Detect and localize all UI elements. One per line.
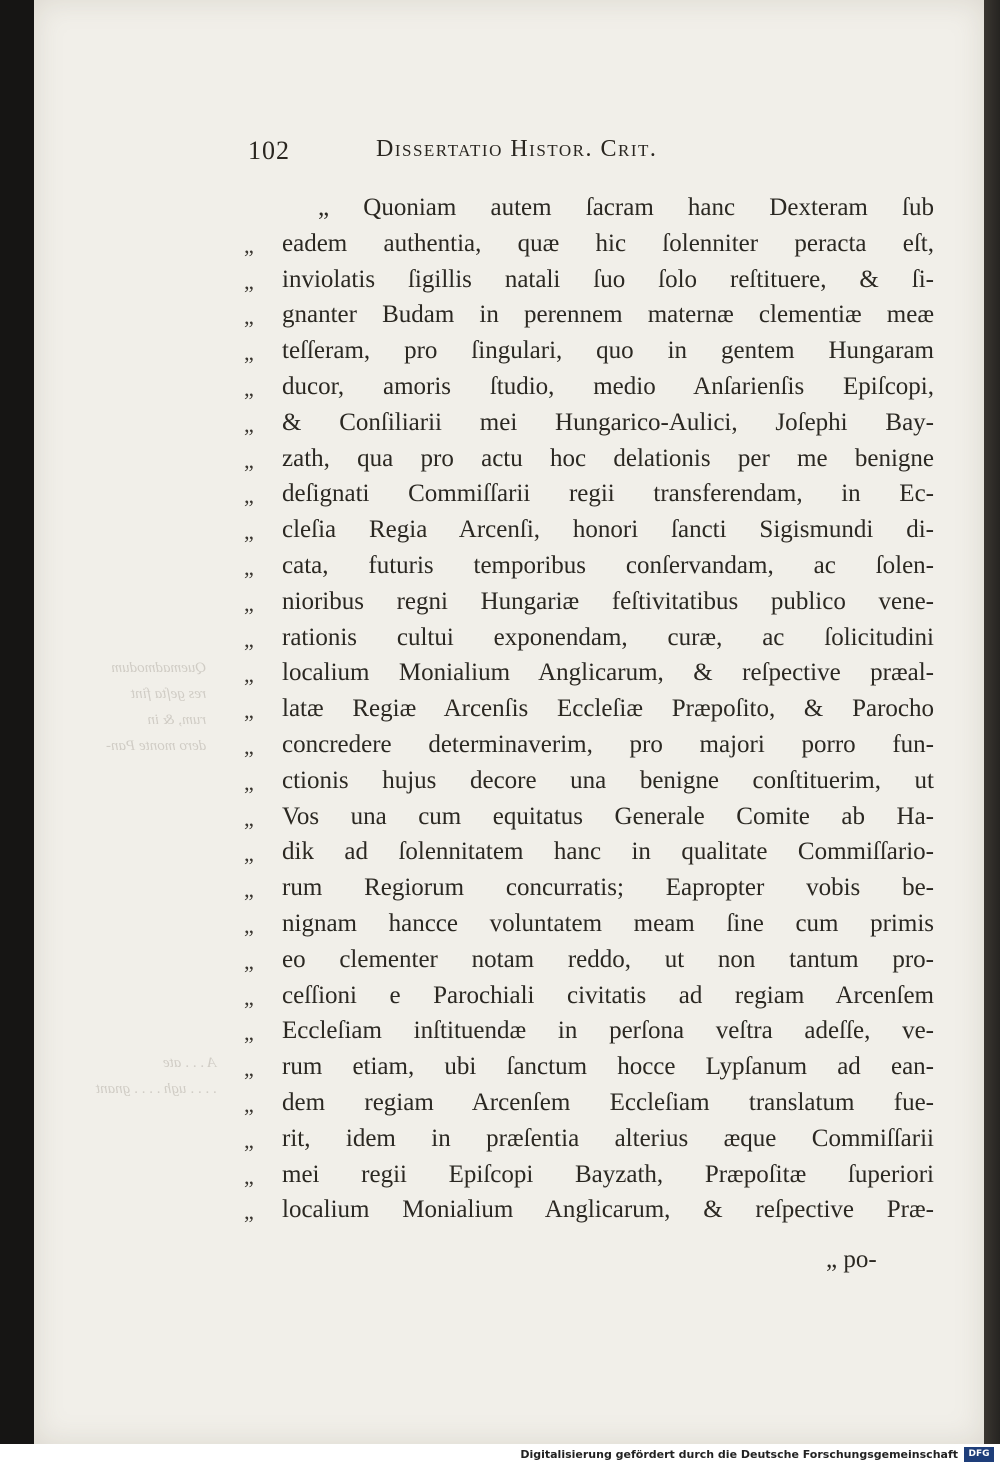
text-line [244, 620, 934, 656]
quote-mark: „ [244, 805, 254, 831]
quote-mark: „ [244, 877, 254, 903]
quote-mark: „ [244, 1056, 254, 1082]
quote-mark: „ [244, 411, 254, 437]
text-line [244, 763, 934, 799]
quote-mark: „ [244, 769, 254, 795]
quote-mark: „ [244, 304, 254, 330]
text-line [244, 942, 934, 978]
book-page [34, 0, 984, 1444]
funding-credit: Digitalisierung gefördert durch die Deutsche Forschungsgemeinschaft [520, 1448, 958, 1461]
quote-mark: „ [244, 554, 254, 580]
line-text: Vos una cum equitatus Generale Comite ab Ha- [282, 802, 934, 830]
line-text: latæ Regiæ Arcenſis Eccleſiæ Præpoſito, & Parocho [282, 695, 934, 723]
line-text: „ Quoniam autem ſacram hanc Dexteram ſub [318, 194, 934, 221]
text-line [244, 870, 934, 906]
line-text: ceſſioni e Parochiali civitatis ad regiam Arcenſem [282, 981, 934, 1009]
line-text: nignam hancce voluntatem meam ſine cum primis [282, 909, 934, 937]
page-number: 102 [248, 136, 290, 165]
line-text: dik ad ſolennitatem hanc in qualitate Commiſſario- [282, 838, 934, 866]
dfg-logo: DFG [964, 1447, 994, 1462]
text-line [244, 584, 934, 620]
text-line [244, 262, 934, 298]
line-text: gnanter Budam in perennem maternæ clementiæ meæ [282, 301, 934, 329]
quote-mark: „ [244, 590, 254, 616]
text-line [244, 369, 934, 405]
catchword: „ po- [826, 1246, 877, 1273]
line-text: rum Regiorum concurratis; Eapropter vobis be- [282, 874, 934, 902]
text-line [244, 906, 934, 942]
quote-mark: „ [244, 447, 254, 473]
text-line [244, 834, 934, 870]
line-text: cleſia Regia Arcenſi, honori ſancti Sigismundi di- [282, 516, 934, 544]
body-text [244, 190, 934, 1228]
text-line [244, 1192, 934, 1228]
quote-mark: „ [244, 519, 254, 545]
text-line [244, 1049, 934, 1085]
quote-mark: „ [244, 662, 254, 688]
quote-mark: „ [244, 912, 254, 938]
text-line [244, 799, 934, 835]
line-text: dem regiam Arcenſem Eccleſiam translatum fue- [282, 1088, 934, 1116]
line-text: mei regii Epiſcopi Bayzath, Præpoſitæ ſuperiori [282, 1160, 934, 1188]
page-header [248, 136, 888, 176]
line-text: ctionis hujus decore una benigne conſtituerim, ut [282, 766, 934, 794]
line-text: ducor, amoris ſtudio, medio Anſarienſis Epiſcopi, [282, 372, 934, 400]
line-text: zath, qua pro actu hoc delationis per me benigne [282, 444, 934, 472]
quote-mark: „ [244, 375, 254, 401]
line-text: inviolatis ſigillis natali ſuo ſolo reſtituere, & ſi- [282, 265, 934, 293]
quote-mark: „ [244, 948, 254, 974]
quote-mark: „ [244, 1020, 254, 1046]
book-spine-edge [984, 0, 1000, 1444]
quote-mark: „ [244, 841, 254, 867]
line-text: rit, idem in præſentia alterius æque Commiſſarii [282, 1124, 934, 1152]
line-text: localium Monialium Anglicarum, & reſpective præal- [282, 659, 934, 687]
text-line [244, 226, 934, 262]
quote-mark: „ [244, 340, 254, 366]
line-text: eo clementer notam reddo, ut non tantum pro- [282, 945, 934, 973]
quote-mark: „ [244, 1163, 254, 1189]
line-text: nioribus regni Hungariæ feſtivitatibus publico vene- [282, 587, 934, 615]
text-line [244, 691, 934, 727]
line-text: rationis cultui exponendam, curæ, ac ſolicitudini [282, 623, 934, 651]
line-text: deſignati Commiſſarii regii transferendam, in Ec- [282, 480, 934, 508]
line-text: eadem authentia, quæ hic ſolenniter peracta eſt, [282, 229, 934, 257]
quote-mark: „ [244, 1127, 254, 1153]
text-line [244, 1085, 934, 1121]
line-text: & Conſiliarii mei Hungarico-Aulici, Joſephi Bay- [282, 408, 934, 436]
line-text: cata, futuris temporibus conſervandam, ac ſolen- [282, 551, 934, 579]
text-line [244, 441, 934, 477]
quote-mark: „ [244, 1199, 254, 1225]
quote-mark: „ [244, 268, 254, 294]
bleed-through-text: A . . . ate . . . . ugh . . . . gnant [96, 1055, 217, 1097]
text-line [244, 476, 934, 512]
line-text: concredere determinaverim, pro majori porro fun- [282, 730, 934, 758]
quote-mark: „ [244, 1091, 254, 1117]
quote-mark: „ [244, 626, 254, 652]
text-line [244, 333, 934, 369]
text-line [244, 1121, 934, 1157]
text-line [244, 727, 934, 763]
text-line [244, 190, 934, 226]
text-line [244, 548, 934, 584]
quote-mark: „ [244, 232, 254, 258]
running-head: Dissertatio Histor. Crit. [376, 136, 658, 162]
text-line [244, 655, 934, 691]
text-line [244, 1157, 934, 1193]
line-text: Eccleſiam inſtituendæ in perſona veſtra adeſſe, ve- [282, 1017, 934, 1045]
quote-mark: „ [244, 984, 254, 1010]
line-text: rum etiam, ubi ſanctum hocce Lypſanum ad ean- [282, 1053, 934, 1081]
text-line [244, 1013, 934, 1049]
text-line [244, 405, 934, 441]
line-text: teſſeram, pro ſingulari, quo in gentem Hungaram [282, 337, 934, 365]
line-text: localium Monialium Anglicarum, & reſpective Præ- [282, 1196, 934, 1224]
quote-mark: „ [244, 733, 254, 759]
quote-mark: „ [244, 698, 254, 724]
digitization-footer [0, 1444, 1000, 1466]
text-line [244, 297, 934, 333]
quote-mark: „ [244, 483, 254, 509]
text-line [244, 978, 934, 1014]
bleed-through-text: Quemadmodum res geſta fint rum, & in dero monte Pan- [106, 660, 207, 754]
text-line [244, 512, 934, 548]
